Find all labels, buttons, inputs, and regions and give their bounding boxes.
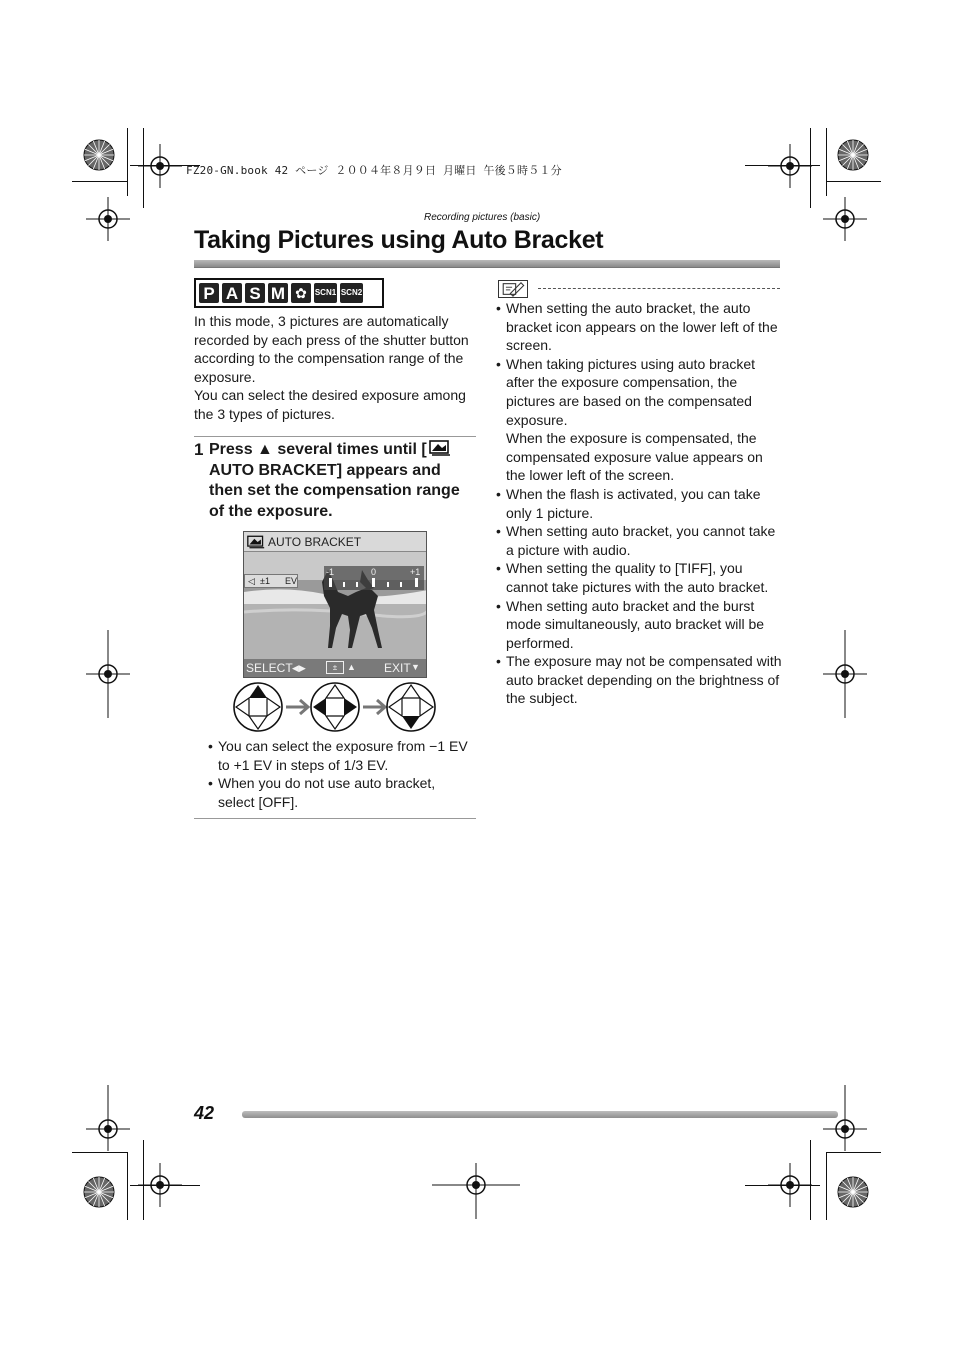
section-end-divider (194, 818, 476, 819)
note-item: • The exposure may not be compensated with auto bracket depending on the brightness of the subject. (496, 652, 786, 708)
cursor-button-sequence (230, 680, 440, 736)
scale-max-label: +1 (410, 567, 421, 577)
scale-mid-label: 0 (371, 567, 377, 577)
menu-title-bar (244, 532, 426, 552)
note-item: • When the flash is activated, you can take only 1 picture. (496, 485, 786, 522)
mode-s-icon: S (245, 283, 265, 303)
menu-title: AUTO BRACKET (268, 534, 362, 549)
title-divider (194, 260, 780, 268)
arrow-right-icon (363, 700, 385, 714)
section-label: Recording pictures (basic) (424, 212, 541, 223)
note-item: • When setting auto bracket and the burst mode simultaneously, auto bracket will be performed. (496, 597, 786, 653)
bracket-unit: EV (285, 576, 298, 586)
mode-p-icon: P (199, 283, 219, 303)
cursor-pad-left-right-pressed (311, 683, 359, 731)
cursor-pad-down-pressed (387, 683, 435, 731)
left-arrow-icon: ◁ (248, 576, 255, 586)
page-title: Taking Pictures using Auto Bracket (194, 226, 604, 254)
exposure-scale (324, 566, 424, 590)
intro-paragraph-1: In this mode, 3 pictures are automatically recorded by each press of the shutter button according to the compensation range of the exposure. (194, 313, 469, 385)
exposure-icon: ± (326, 661, 344, 674)
note-icon (498, 280, 528, 298)
scale-ticks (326, 578, 422, 588)
down-arrow-icon: ▼ (411, 662, 420, 672)
scene-mode-1-icon: SCN1 (314, 283, 337, 303)
arrow-right-icon (286, 700, 308, 714)
auto-bracket-icon (247, 535, 265, 549)
step-note-item: • When you do not use auto bracket, select [OFF]. (208, 774, 473, 811)
scale-min-label: -1 (326, 567, 335, 577)
select-label: SELECT (246, 661, 293, 675)
exit-label: EXIT (384, 661, 411, 675)
auto-bracket-icon (429, 440, 451, 456)
scene-mode-2-icon: SCN2 (340, 283, 363, 303)
step-notes (208, 737, 473, 811)
step-note-item: • You can select the exposure from −1 EV to +1 EV in steps of 1/3 EV. (208, 737, 473, 774)
footer-bar (242, 1111, 838, 1118)
note-item: • When taking pictures using auto bracket after the exposure compensation, the pictures are based on the compensated exposure. (496, 355, 786, 429)
recording-mode-icons (194, 278, 384, 308)
macro-mode-icon: ✿ (291, 283, 311, 303)
print-file-info: FZ20-GN.book 42 ページ ２００４年８月９日 月曜日 午後５時５１分 (186, 164, 562, 177)
section-divider (194, 436, 476, 437)
step-text-start: Press ▲ several times until [ (209, 441, 427, 458)
mode-m-icon: M (268, 283, 288, 303)
left-right-arrows-icon: ◀▶ (292, 663, 306, 673)
step-number: 1 (194, 440, 204, 459)
bracket-value-box[interactable] (244, 574, 298, 588)
intro-paragraph-2: You can select the desired exposure among the 3 types of pictures. (194, 387, 466, 422)
bracket-value: ±1 (260, 576, 270, 586)
mode-a-icon: A (222, 283, 242, 303)
note-item: • When setting auto bracket, you cannot take a picture with audio. (496, 522, 786, 559)
note-item: • When setting the quality to [TIFF], you cannot take pictures with the auto bracket. (496, 559, 786, 596)
screen-footer (244, 659, 426, 677)
cursor-pad-up-pressed (234, 683, 282, 731)
up-arrow-icon: ▲ (347, 662, 356, 672)
note-item: • When setting the auto bracket, the auto bracket icon appears on the lower left of the screen. (496, 299, 786, 355)
camera-lcd-screen (243, 531, 427, 678)
page-number: 42 (194, 1103, 215, 1123)
notes-list (496, 299, 786, 708)
step-text-end: AUTO BRACKET] appears and then set the compensation range of the exposure. (209, 461, 460, 520)
note-item-continued: When the exposure is compensated, the compensated exposure value appears on the lower left of the screen. (506, 430, 763, 484)
notes-dashed-divider (538, 288, 780, 289)
intro-text (194, 312, 474, 424)
step-instruction (209, 440, 474, 522)
